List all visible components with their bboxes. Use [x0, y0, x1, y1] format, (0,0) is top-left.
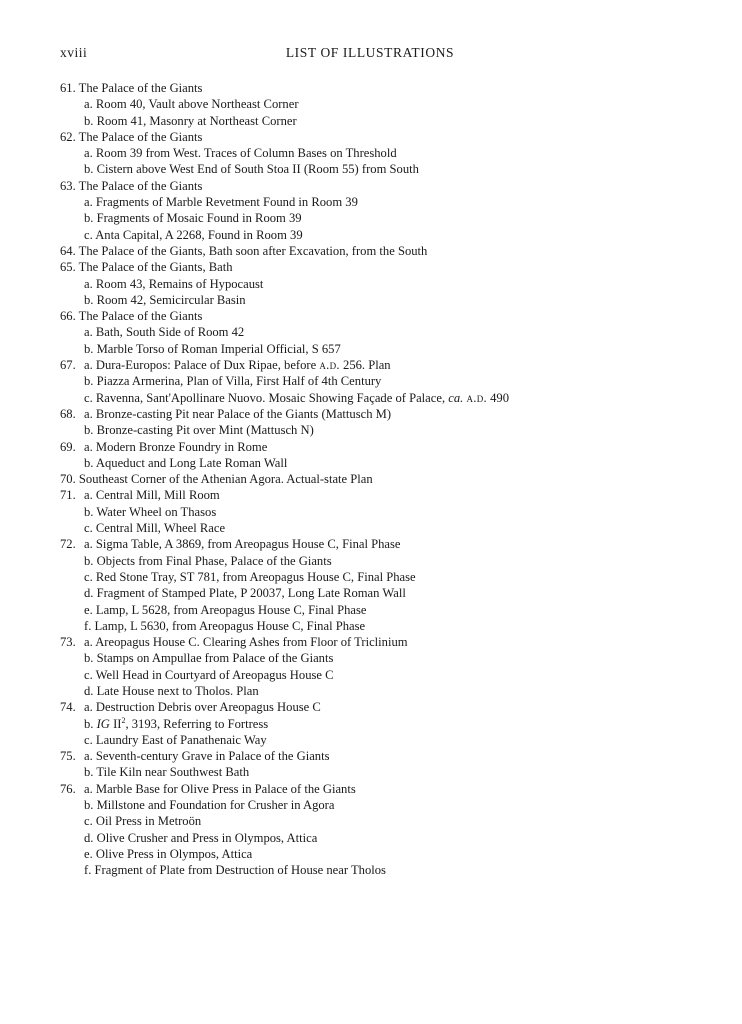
list-item: a. Central Mill, Mill Room: [84, 488, 220, 503]
list-item: c. Laundry East of Panathenaic Way: [84, 732, 267, 747]
list-item: b. Stamps on Ampullae from Palace of the Giants: [84, 651, 334, 666]
list-item: a. Fragments of Marble Revetment Found in Room 39: [84, 195, 358, 210]
list-item: d. Late House next to Tholos. Plan: [84, 683, 259, 698]
list-item: a. Sigma Table, A 3869, from Areopagus House C, Final Phase: [84, 537, 401, 552]
entry-title: 62. The Palace of the Giants: [60, 129, 203, 144]
list-item: b. Marble Torso of Roman Imperial Official, S 657: [84, 341, 341, 356]
list-entry-70: [60, 471, 700, 487]
list-entry-72: [60, 536, 700, 552]
list-item: a. Room 43, Remains of Hypocaust: [84, 276, 264, 291]
page-title: LIST OF ILLUSTRATIONS: [285, 45, 455, 60]
list-item: f. Lamp, L 5630, from Areopagus House C, Final Phase: [84, 618, 366, 633]
entry-title: 61. The Palace of the Giants: [60, 81, 203, 95]
list-item: e. Olive Press in Olympos, Attica: [84, 846, 253, 861]
entry-number: 75.: [60, 749, 76, 764]
inscription-abbrev: IG: [96, 716, 110, 731]
list-item: b. IG $II^2$, 3193, Referring to Fortress: [84, 715, 269, 731]
list-item: b. Bronze-casting Pit over Mint (Mattusch N): [84, 423, 314, 438]
entry-number: 71.: [60, 488, 76, 503]
list-entry-64: [60, 243, 700, 259]
list-item: b. Cistern above West End of South Stoa II (Room 55) from South: [84, 162, 419, 177]
list-item: a. Dura-Europos: Palace of Dux Ripae, before a.d. 256. Plan: [84, 358, 391, 373]
list-item: f. Fragment of Plate from Destruction of House near Tholos: [84, 863, 386, 878]
list-item: e. Lamp, L 5628, from Areopagus House C, Final Phase: [84, 602, 367, 617]
list-item: c. Oil Press in Metroön: [84, 814, 202, 829]
entry-number: 67.: [60, 358, 76, 373]
list-item: c. Anta Capital, A 2268, Found in Room 39: [84, 227, 303, 242]
entry-title: 65. The Palace of the Giants, Bath: [60, 260, 233, 275]
list-item: a. Room 40, Vault above Northeast Corner: [84, 97, 299, 112]
list-item: a. Destruction Debris over Areopagus House C: [84, 700, 321, 715]
list-entry-73: [60, 634, 700, 650]
running-head: [60, 45, 680, 67]
list-item: b. Piazza Armerina, Plan of Villa, First Half of 4th Century: [84, 374, 382, 389]
list-item: b. Millstone and Foundation for Crusher in Agora: [84, 798, 335, 813]
list-entry-75: [60, 748, 700, 764]
entry-title: 70. Southeast Corner of the Athenian Agora. Actual-state Plan: [60, 472, 373, 487]
entry-number: 68.: [60, 406, 76, 421]
list-item: a. Bath, South Side of Room 42: [84, 325, 245, 340]
list-item: c. Red Stone Tray, ST 781, from Areopagus House C, Final Phase: [84, 569, 416, 584]
list-item: a. Bronze-casting Pit near Palace of the Giants (Mattusch M): [84, 406, 392, 421]
list-item: c. Well Head in Courtyard of Areopagus House C: [84, 667, 334, 682]
list-item: b. Room 41, Masonry at Northeast Corner: [84, 113, 297, 128]
list-entry-76: [60, 781, 700, 797]
list-entry-65: [60, 259, 700, 275]
list-entry-61: [60, 80, 700, 96]
list-entry-74: [60, 699, 700, 715]
entry-number: 72.: [60, 537, 76, 552]
superscript: 2: [121, 715, 126, 725]
list-entry-68: [60, 406, 700, 422]
entry-title: 64. The Palace of the Giants, Bath soon after Excavation, from the South: [60, 243, 428, 258]
illustration-list: [60, 80, 700, 879]
list-entry-71: [60, 487, 700, 503]
list-entry-63: [60, 178, 700, 194]
era-abbrev: a.d.: [319, 358, 340, 373]
list-item: b. Room 42, Semicircular Basin: [84, 292, 246, 307]
list-item: a. Modern Bronze Foundry in Rome: [84, 439, 268, 454]
list-item: d. Olive Crusher and Press in Olympos, Attica: [84, 830, 318, 845]
list-entry-66: [60, 308, 700, 324]
list-item: c. Ravenna, Sant'Apollinare Nuovo. Mosaic Showing Façade of Palace, ca. a.d. 490: [84, 390, 510, 405]
list-item: b. Water Wheel on Thasos: [84, 504, 217, 519]
entry-title: 63. The Palace of the Giants: [60, 178, 203, 193]
list-entry-62: [60, 129, 700, 145]
entry-number: 73.: [60, 635, 76, 650]
list-entry-69: [60, 439, 700, 455]
entry-number: 76.: [60, 781, 76, 796]
list-item: a. Seventh-century Grave in Palace of the Giants: [84, 749, 330, 764]
list-item: a. Marble Base for Olive Press in Palace of the Giants: [84, 781, 356, 796]
list-entry-67: [60, 357, 700, 373]
list-item: a. Room 39 from West. Traces of Column Bases on Threshold: [84, 146, 397, 161]
list-item: c. Central Mill, Wheel Race: [84, 521, 226, 536]
entry-title: 66. The Palace of the Giants: [60, 309, 203, 324]
list-item: b. Tile Kiln near Southwest Bath: [84, 765, 250, 780]
list-item: b. Fragments of Mosaic Found in Room 39: [84, 211, 302, 226]
entry-number: 69.: [60, 439, 76, 454]
list-item: b. Objects from Final Phase, Palace of the Giants: [84, 553, 332, 568]
list-item: a. Areopagus House C. Clearing Ashes from Floor of Triclinium: [84, 635, 408, 650]
list-item: b. Aqueduct and Long Late Roman Wall: [84, 455, 288, 470]
era-abbrev: a.d.: [466, 390, 487, 405]
circa-abbrev: ca.: [448, 390, 464, 405]
list-item: d. Fragment of Stamped Plate, P 20037, Long Late Roman Wall: [84, 586, 406, 601]
page-number: xviii: [60, 45, 88, 60]
entry-number: 74.: [60, 700, 76, 715]
